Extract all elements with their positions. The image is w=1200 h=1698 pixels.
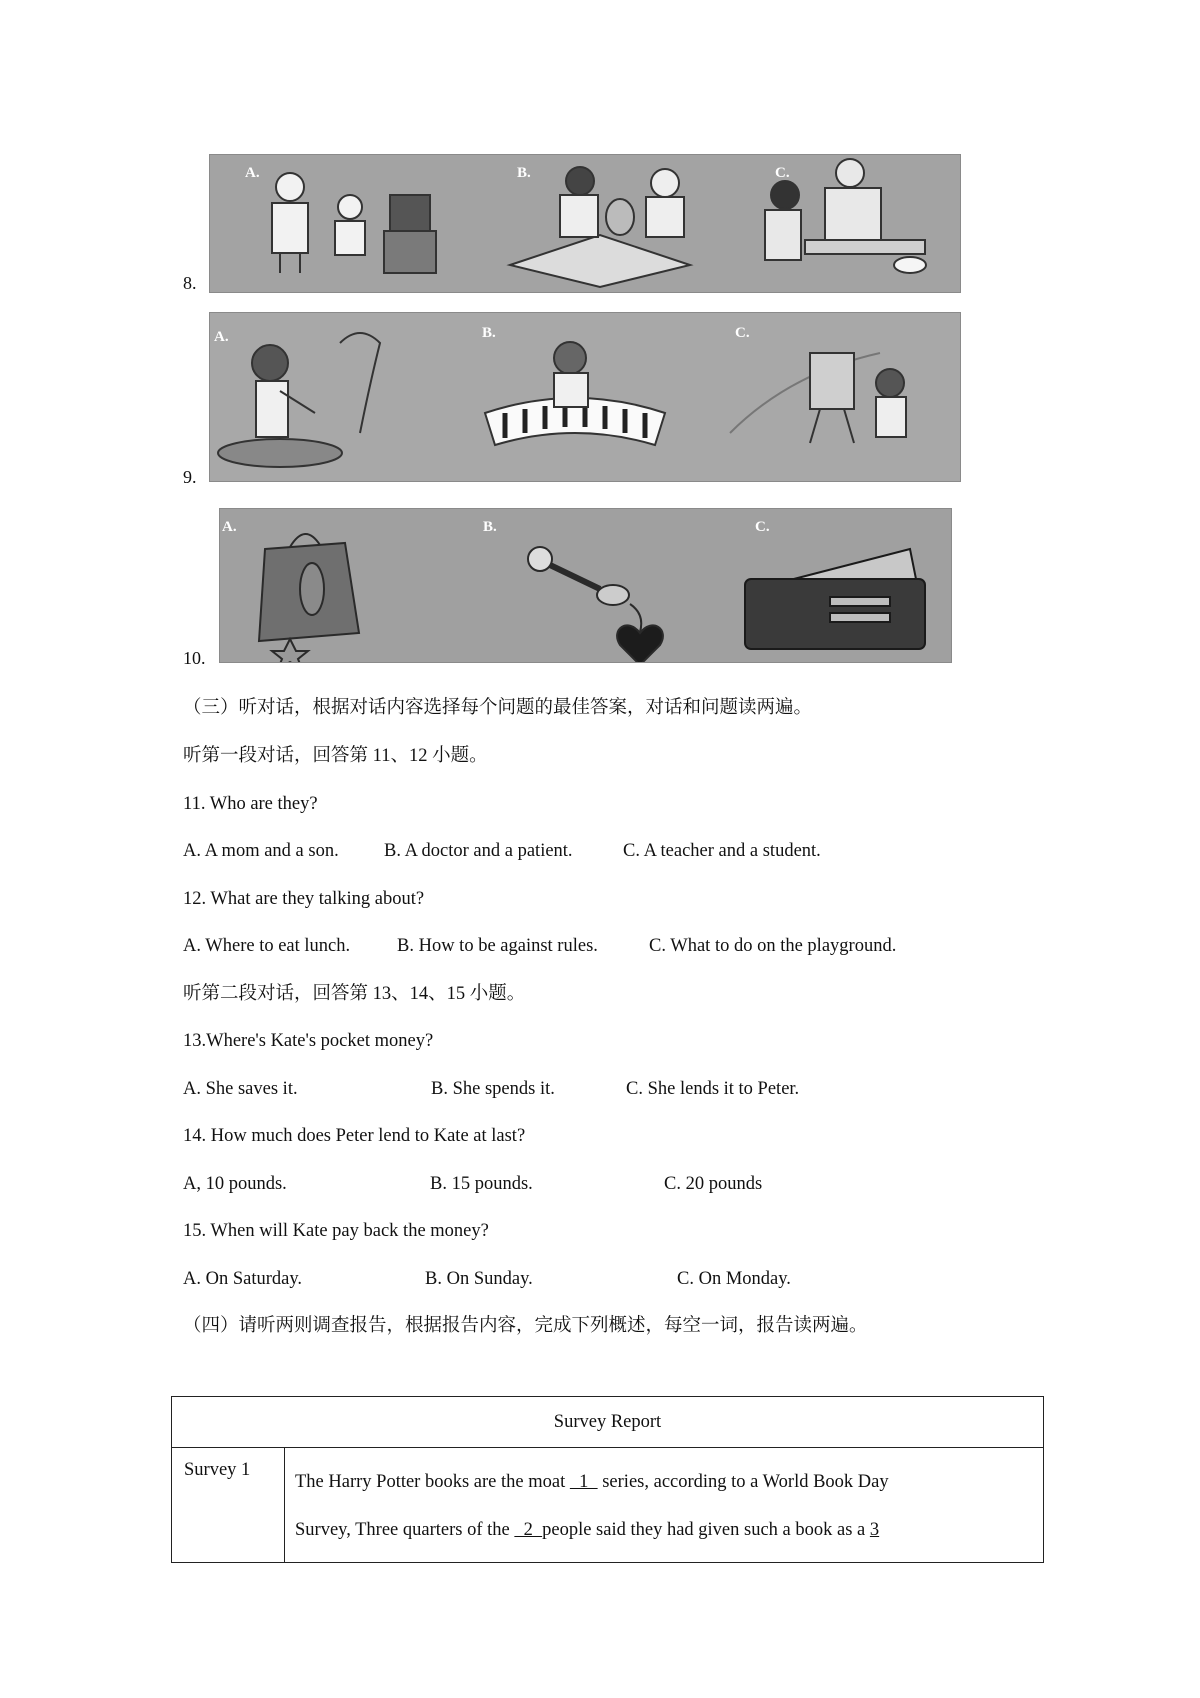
question-12-option-a: A. Where to eat lunch.: [183, 936, 351, 956]
blank-2[interactable]: 2: [514, 1520, 543, 1540]
question-11-option-a: A. A mom and a son.: [183, 841, 339, 861]
option-c-label: C.: [775, 165, 790, 181]
dialogue-2-instruction: 听第二段对话，回答第 13、14、15 小题。: [183, 984, 526, 1004]
question-9-picture: [209, 312, 961, 482]
question-13-option-b: B. She spends it.: [431, 1079, 555, 1099]
question-14-option-b: B. 15 pounds.: [430, 1174, 533, 1194]
question-11-option-b: B. A doctor and a patient.: [384, 841, 573, 861]
question-8-picture: [209, 154, 961, 293]
question-12-option-b: B. How to be against rules.: [397, 936, 598, 956]
question-11-stem: 11. Who are they?: [183, 794, 318, 814]
question-number-10: 10.: [183, 648, 206, 668]
question-number-9: 9.: [183, 467, 197, 487]
question-12-stem: 12. What are they talking about?: [183, 889, 425, 909]
option-a-label: A.: [222, 519, 237, 535]
blank-1[interactable]: 1: [569, 1472, 598, 1492]
question-13-option-a: A. She saves it.: [183, 1079, 298, 1099]
option-c-label: C.: [755, 519, 770, 535]
question-11-option-c: C. A teacher and a student.: [623, 841, 821, 861]
survey-1-text: [285, 1448, 1044, 1563]
survey-1-line1-post: series, according to a World Book Day: [597, 1472, 889, 1492]
report-title: Survey Report: [172, 1397, 1044, 1448]
section-3-heading: （三）听对话，根据对话内容选择每个问题的最佳答案，对话和问题读两遍。: [183, 698, 813, 718]
option-b-label: B.: [483, 519, 497, 535]
question-15-stem: 15. When will Kate pay back the money?: [183, 1221, 489, 1241]
question-15-option-c: C. On Monday.: [677, 1269, 791, 1289]
section-4-heading: （四）请听两则调查报告，根据报告内容，完成下列概述，每空一词，报告读两遍。: [183, 1316, 868, 1336]
question-15-option-b: B. On Sunday.: [425, 1269, 533, 1289]
option-c-label: C.: [735, 325, 750, 341]
survey-1-line2-mid: people said they had given such a book as a: [542, 1520, 870, 1540]
survey-1-line1-pre: The Harry Potter books are the moat: [295, 1472, 570, 1492]
question-15-option-a: A. On Saturday.: [183, 1269, 303, 1289]
question-number-8: 8.: [183, 273, 197, 293]
option-a-label: A.: [214, 329, 229, 345]
survey-1-line2-pre: Survey, Three quarters of the: [295, 1520, 515, 1540]
blank-3[interactable]: 3: [869, 1520, 880, 1540]
question-14-option-c: C. 20 pounds: [664, 1174, 763, 1194]
question-14-stem: 14. How much does Peter lend to Kate at last?: [183, 1126, 526, 1146]
option-b-label: B.: [482, 325, 496, 341]
question-12-option-c: C. What to do on the playground.: [649, 936, 897, 956]
dialogue-1-instruction: 听第一段对话，回答第 11、12 小题。: [183, 746, 488, 766]
question-10-picture: [219, 508, 952, 663]
survey-report-table: [171, 1396, 1044, 1563]
option-a-label: A.: [245, 165, 260, 181]
question-14-option-a: A, 10 pounds.: [183, 1174, 287, 1194]
question-13-option-c: C. She lends it to Peter.: [626, 1079, 800, 1099]
option-b-label: B.: [517, 165, 531, 181]
question-13-stem: 13.Where's Kate's pocket money?: [183, 1031, 434, 1051]
survey-1-label: Survey 1: [172, 1448, 285, 1563]
